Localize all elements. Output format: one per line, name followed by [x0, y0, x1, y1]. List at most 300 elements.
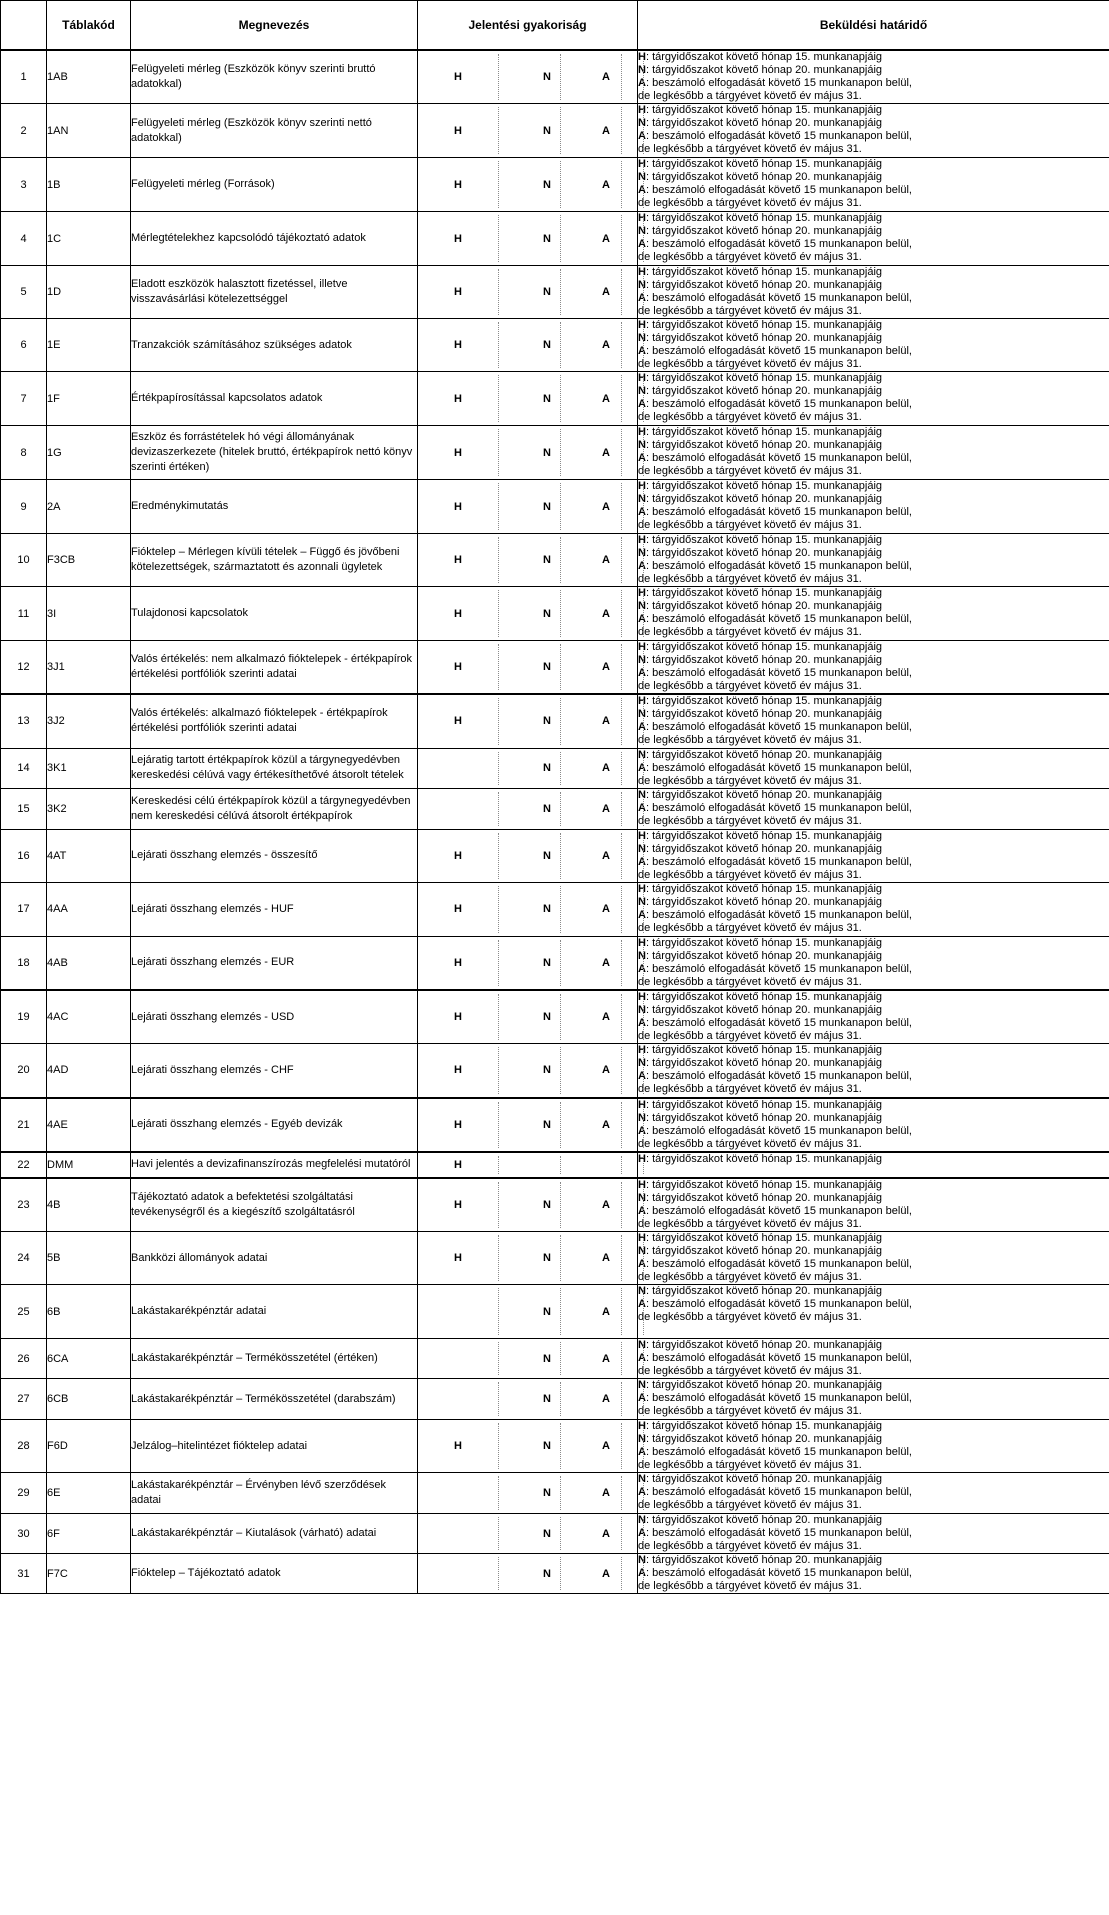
deadline-key: H: [638, 1044, 646, 1056]
row-frequency: [418, 1379, 638, 1420]
deadline-line: A: beszámoló elfogadását követő 15 munkanapon belül,: [638, 560, 912, 572]
deadline-line: H: tárgyidőszakot követő hónap 15. munkanapjáig: [638, 319, 883, 331]
deadline-text: de legkésőbb a tárgyévet követő év május 31.: [638, 1540, 862, 1552]
deadline-key: H: [638, 266, 646, 278]
row-frequency: [418, 1339, 638, 1379]
table-row: [1, 372, 1109, 426]
row-index: 14: [1, 748, 47, 788]
deadline-text: tárgyidőszakot követő hónap 20. munkanapjáig: [652, 842, 883, 855]
deadline-line: [638, 1138, 1109, 1151]
frequency-a: A: [602, 392, 610, 405]
dotted-divider: [643, 698, 644, 745]
frequency-a: A: [602, 554, 610, 566]
deadline-text: tárgyidőszakot követő hónap 20. munkanapjáig: [652, 332, 883, 344]
dotted-divider: [643, 994, 644, 1040]
deadline-key: A: [638, 1392, 646, 1404]
row-index: 23: [1, 1178, 47, 1232]
deadline-key: H: [638, 1232, 646, 1244]
row-frequency: [418, 212, 638, 266]
deadline-line: N: tárgyidőszakot követő hónap 20. munkanapjáig: [638, 332, 883, 344]
deadline-text: tárgyidőszakot követő hónap 15. munkanapjáig: [652, 1178, 883, 1191]
deadline-line: N: tárgyidőszakot követő hónap 20. munkanapjáig: [638, 1245, 883, 1257]
row-frequency: [418, 1285, 638, 1339]
dotted-divider: [498, 54, 499, 100]
deadline-line: N: tárgyidőszakot követő hónap 20. munkanapjáig: [638, 708, 883, 720]
deadline-text: tárgyidőszakot követő hónap 15. munkanapjáig: [652, 1420, 883, 1432]
deadline-line: N: tárgyidőszakot követő hónap 20. munkanapjáig: [638, 1285, 883, 1297]
row-code: 4AD: [47, 1044, 131, 1098]
row-index: 26: [1, 1339, 47, 1379]
dotted-divider: [498, 269, 499, 315]
deadline-text: tárgyidőszakot követő hónap 15. munkanapjáig: [652, 1152, 883, 1165]
row-code: 6B: [47, 1285, 131, 1339]
frequency-n: N: [543, 1064, 551, 1077]
deadline-key: N: [638, 64, 646, 76]
deadline-text: tárgyidőszakot követő hónap 20. munkanapjáig: [652, 600, 883, 612]
deadline-text: de legkésőbb a tárgyévet követő év május 31.: [638, 1499, 862, 1511]
deadline-key: A: [638, 962, 646, 975]
deadline-line: [638, 922, 1109, 935]
deadline-key: A: [638, 1567, 646, 1579]
deadline-text: tárgyidőszakot követő hónap 15. munkanapjáig: [652, 534, 883, 546]
row-code: 1G: [47, 426, 131, 480]
dotted-divider: [643, 1423, 644, 1469]
dotted-divider: [560, 1476, 561, 1510]
deadline-line: N: tárgyidőszakot követő hónap 20. munkanapjáig: [638, 117, 883, 129]
deadline-key: A: [638, 1070, 646, 1082]
dotted-divider: [560, 1557, 561, 1590]
row-deadline: [638, 104, 1109, 158]
deadline-text: de legkésőbb a tárgyévet követő év május 31.: [638, 573, 862, 585]
deadline-line: N: tárgyidőszakot követő hónap 20. munkanapjáig: [638, 842, 883, 855]
deadline-line: [638, 869, 1109, 882]
row-frequency: [418, 1044, 638, 1098]
deadline-key: H: [638, 104, 646, 116]
deadline-key: H: [638, 158, 646, 170]
deadline-line: [638, 143, 1109, 156]
row-name: Lejárati összhang elemzés - Egyéb devizák: [131, 1098, 418, 1152]
deadline-text: tárgyidőszakot követő hónap 20. munkanapjáig: [652, 1339, 883, 1351]
dotted-divider: [643, 215, 644, 262]
table-row: [1, 641, 1109, 695]
frequency-a: A: [602, 956, 610, 969]
row-deadline: [638, 990, 1109, 1044]
deadline-line: N: tárgyidőszakot követő hónap 20. munkanapjáig: [638, 895, 883, 908]
deadline-line: H: tárgyidőszakot követő hónap 15. munkanapjáig: [638, 882, 883, 895]
dotted-divider: [621, 483, 622, 530]
deadline-text: beszámoló elfogadását követő 15 munkanapon belül,: [652, 345, 912, 357]
table-row: [1, 212, 1109, 266]
dotted-divider: [498, 215, 499, 262]
dotted-divider: [621, 886, 622, 933]
deadline-text: beszámoló elfogadását követő 15 munkanapon belül,: [652, 1352, 912, 1364]
dotted-divider: [621, 590, 622, 637]
deadline-key: A: [638, 238, 646, 250]
deadline-key: A: [638, 1017, 646, 1029]
dotted-divider: [643, 940, 644, 987]
dotted-divider: [498, 107, 499, 154]
row-name: Tájékoztató adatok a befektetési szolgáltatási tevékenységről és a kiegészítő szolgáltatásról: [131, 1178, 418, 1232]
deadline-line: A: beszámoló elfogadását követő 15 munkanapon belül,: [638, 345, 912, 357]
deadline-text: beszámoló elfogadását követő 15 munkanapon belül,: [652, 855, 912, 868]
row-index: 16: [1, 829, 47, 882]
deadline-line: [638, 519, 1109, 532]
row-frequency: [418, 1420, 638, 1473]
table-row: [1, 266, 1109, 319]
deadline-text: de legkésőbb a tárgyévet követő év május 31.: [638, 680, 862, 692]
deadline-key: H: [638, 882, 646, 895]
deadline-text: tárgyidőszakot követő hónap 15. munkanapjáig: [652, 104, 883, 116]
deadline-line: N: tárgyidőszakot követő hónap 20. munkanapjáig: [638, 1379, 883, 1391]
dotted-divider: [643, 375, 644, 422]
table-row: [1, 319, 1109, 372]
row-code: DMM: [47, 1152, 131, 1178]
deadline-line: H: tárgyidőszakot követő hónap 15. munkanapjáig: [638, 534, 883, 546]
header-row: [1, 1, 1109, 51]
dotted-divider: [560, 886, 561, 933]
row-frequency: [418, 829, 638, 882]
row-deadline: [638, 1285, 1109, 1339]
deadline-key: H: [638, 319, 646, 331]
deadline-line: N: tárgyidőszakot követő hónap 20. munkanapjáig: [638, 1473, 883, 1485]
deadline-key: N: [638, 1111, 646, 1124]
row-code: 1F: [47, 372, 131, 426]
dotted-divider: [560, 1382, 561, 1416]
frequency-h: H: [454, 1064, 462, 1077]
deadline-key: H: [638, 372, 646, 384]
deadline-line: H: tárgyidőszakot követő hónap 15. munkanapjáig: [638, 641, 883, 653]
deadline-line: [638, 1083, 1109, 1096]
frequency-a: A: [602, 762, 610, 774]
deadline-key: N: [638, 788, 646, 801]
deadline-text: de legkésőbb a tárgyévet követő év május 31.: [638, 975, 862, 988]
deadline-text: tárgyidőszakot követő hónap 15. munkanapjáig: [652, 641, 883, 653]
deadline-key: N: [638, 600, 646, 612]
row-deadline: [638, 829, 1109, 882]
dotted-divider: [498, 1102, 499, 1148]
row-deadline: [638, 1339, 1109, 1379]
row-code: 6F: [47, 1514, 131, 1554]
row-index: 11: [1, 587, 47, 641]
frequency-a: A: [602, 607, 610, 620]
deadline-key: H: [638, 426, 646, 438]
dotted-divider: [498, 483, 499, 530]
dotted-divider: [643, 537, 644, 583]
deadline-key: A: [638, 506, 646, 518]
deadline-key: N: [638, 1057, 646, 1069]
frequency-h: H: [454, 661, 462, 673]
row-deadline: [638, 587, 1109, 641]
row-name: Lakástakarékpénztár – Termékösszetétel (darabszám): [131, 1379, 418, 1420]
row-frequency: [418, 372, 638, 426]
row-code: 3K1: [47, 748, 131, 788]
row-code: 1AB: [47, 50, 131, 104]
table-row: [1, 1473, 1109, 1514]
row-name: Lakástakarékpénztár adatai: [131, 1285, 418, 1339]
dotted-divider: [498, 1557, 499, 1590]
deadline-line: A: beszámoló elfogadását követő 15 munkanapon belül,: [638, 1446, 912, 1458]
row-index: 4: [1, 212, 47, 266]
table-row: [1, 748, 1109, 788]
frequency-a: A: [602, 1352, 610, 1365]
deadline-line: A: beszámoló elfogadását követő 15 munkanapon belül,: [638, 184, 912, 196]
deadline-key: A: [638, 1527, 646, 1539]
deadline-text: tárgyidőszakot követő hónap 15. munkanapjáig: [652, 480, 883, 492]
table-row: [1, 587, 1109, 641]
deadline-key: H: [638, 829, 646, 842]
row-code: F3CB: [47, 534, 131, 587]
deadline-line: A: beszámoló elfogadását követő 15 munkanapon belül,: [638, 398, 912, 410]
dotted-divider: [643, 1476, 644, 1510]
row-frequency: [418, 266, 638, 319]
header-index: [1, 1, 47, 51]
deadline-line: A: beszámoló elfogadását követő 15 munkanapon belül,: [638, 1070, 912, 1082]
deadline-line: A: beszámoló elfogadását követő 15 munkanapon belül,: [638, 667, 912, 679]
dotted-divider: [560, 54, 561, 100]
deadline-line: N: tárgyidőszakot követő hónap 20. munkanapjáig: [638, 1191, 883, 1204]
row-deadline: [638, 1514, 1109, 1554]
dotted-divider: [621, 54, 622, 100]
deadline-text: beszámoló elfogadását követő 15 munkanapon belül,: [652, 761, 912, 774]
frequency-n: N: [543, 1567, 551, 1580]
deadline-key: A: [638, 721, 646, 733]
row-deadline: [638, 1473, 1109, 1514]
header-deadline: Beküldési határidő: [638, 1, 1109, 51]
deadline-text: tárgyidőszakot követő hónap 20. munkanapjáig: [652, 1285, 883, 1297]
deadline-key: N: [638, 279, 646, 291]
deadline-key: A: [638, 1298, 646, 1310]
deadline-line: N: tárgyidőszakot követő hónap 20. munkanapjáig: [638, 654, 883, 666]
row-frequency: [418, 319, 638, 372]
dotted-divider: [643, 322, 644, 368]
row-name: Kereskedési célú értékpapírok közül a tárgynegyedévben nem kereskedési célúvá átsorolt értékpapírok: [131, 788, 418, 829]
frequency-n: N: [543, 661, 551, 673]
deadline-line: [638, 1405, 1109, 1418]
deadline-text: tárgyidőszakot követő hónap 15. munkanapjáig: [652, 936, 883, 949]
row-frequency: [418, 1152, 638, 1178]
dotted-divider: [621, 537, 622, 583]
frequency-a: A: [602, 286, 610, 298]
deadline-text: tárgyidőszakot követő hónap 20. munkanapjáig: [652, 439, 883, 451]
row-code: 6CB: [47, 1379, 131, 1420]
frequency-h: H: [454, 446, 462, 459]
deadline-text: tárgyidőszakot követő hónap 20. munkanapjáig: [652, 1379, 883, 1391]
row-name: Felügyeleti mérleg (Eszközök könyv szerinti nettó adatokkal): [131, 104, 418, 158]
deadline-text: tárgyidőszakot követő hónap 15. munkanapjáig: [652, 319, 883, 331]
deadline-key: A: [638, 908, 646, 921]
deadline-line: H: tárgyidőszakot követő hónap 15. munkanapjáig: [638, 695, 883, 707]
row-frequency: [418, 1178, 638, 1232]
deadline-line: [638, 1499, 1109, 1512]
deadline-text: beszámoló elfogadását követő 15 munkanapon belül,: [652, 908, 912, 921]
row-code: 1B: [47, 158, 131, 212]
frequency-a: A: [602, 849, 610, 862]
frequency-a: A: [602, 1064, 610, 1077]
deadline-line: H: tárgyidőszakot követő hónap 15. munkanapjáig: [638, 480, 883, 492]
row-index: 1: [1, 50, 47, 104]
row-name: Valós értékelés: nem alkalmazó fióktelepek - értékpapírok értékelési portfóliók szerinti adatai: [131, 641, 418, 695]
frequency-n: N: [543, 956, 551, 969]
dotted-divider: [498, 886, 499, 933]
deadline-text: tárgyidőszakot követő hónap 20. munkanapjáig: [652, 225, 883, 237]
row-code: 3I: [47, 587, 131, 641]
row-name: Lejárati összhang elemzés - HUF: [131, 882, 418, 936]
deadline-text: beszámoló elfogadását követő 15 munkanapon belül,: [652, 130, 912, 142]
deadline-line: H: tárgyidőszakot követő hónap 15. munkanapjáig: [638, 1232, 883, 1244]
table-row: [1, 1285, 1109, 1339]
deadline-key: H: [638, 695, 646, 707]
frequency-n: N: [543, 392, 551, 405]
deadline-text: beszámoló elfogadását követő 15 munkanapon belül,: [652, 721, 912, 733]
row-deadline: [638, 788, 1109, 829]
deadline-text: beszámoló elfogadását követő 15 munkanapon belül,: [652, 1527, 912, 1539]
deadline-line: N: tárgyidőszakot követő hónap 20. munkanapjáig: [638, 748, 883, 761]
dotted-divider: [498, 1288, 499, 1335]
deadline-text: tárgyidőszakot követő hónap 15. munkanapjáig: [652, 695, 883, 707]
deadline-text: tárgyidőszakot követő hónap 20. munkanapjáig: [652, 1433, 883, 1445]
row-name: Felügyeleti mérleg (Források): [131, 158, 418, 212]
deadline-line: A: beszámoló elfogadását követő 15 munkanapon belül,: [638, 292, 912, 304]
frequency-a: A: [602, 446, 610, 459]
frequency-n: N: [543, 1252, 551, 1264]
row-frequency: [418, 990, 638, 1044]
frequency-n: N: [543, 1198, 551, 1211]
deadline-key: A: [638, 1258, 646, 1270]
dotted-divider: [498, 644, 499, 690]
row-frequency: [418, 882, 638, 936]
frequency-n: N: [543, 607, 551, 620]
deadline-line: A: beszámoló elfogadását követő 15 munkanapon belül,: [638, 1486, 912, 1498]
deadline-text: tárgyidőszakot követő hónap 20. munkanapjáig: [652, 385, 883, 397]
dotted-divider: [643, 644, 644, 690]
frequency-h: H: [454, 1440, 462, 1452]
deadline-key: H: [638, 1098, 646, 1111]
deadline-key: A: [638, 613, 646, 625]
frequency-h: H: [454, 71, 462, 83]
row-name: Lakástakarékpénztár – Termékösszetétel (értéken): [131, 1339, 418, 1379]
row-index: 10: [1, 534, 47, 587]
row-code: 1D: [47, 266, 131, 319]
row-deadline: [638, 1152, 1109, 1178]
dotted-divider: [643, 752, 644, 785]
dotted-divider: [498, 1476, 499, 1510]
deadline-key: A: [638, 398, 646, 410]
row-index: 17: [1, 882, 47, 936]
deadline-text: beszámoló elfogadását követő 15 munkanapon belül,: [652, 1486, 912, 1498]
deadline-text: tárgyidőszakot követő hónap 15. munkanapjáig: [652, 266, 883, 278]
dotted-divider: [498, 833, 499, 879]
frequency-n: N: [543, 286, 551, 298]
deadline-text: de legkésőbb a tárgyévet követő év május 31.: [638, 1580, 862, 1592]
deadline-line: H: tárgyidőszakot követő hónap 15. munkanapjáig: [638, 587, 883, 599]
deadline-key: A: [638, 855, 646, 868]
deadline-text: de legkésőbb a tárgyévet követő év május 31.: [638, 814, 862, 827]
row-deadline: [638, 372, 1109, 426]
dotted-divider: [498, 1423, 499, 1469]
row-index: 15: [1, 788, 47, 829]
row-frequency: [418, 1554, 638, 1594]
deadline-text: tárgyidőszakot követő hónap 15. munkanapjáig: [652, 882, 883, 895]
row-name: Lejárati összhang elemzés - CHF: [131, 1044, 418, 1098]
dotted-divider: [643, 1342, 644, 1375]
dotted-divider: [498, 752, 499, 785]
frequency-a: A: [602, 1440, 610, 1452]
deadline-line: A: beszámoló elfogadását követő 15 munkanapon belül,: [638, 77, 912, 89]
dotted-divider: [560, 215, 561, 262]
row-code: 4AT: [47, 829, 131, 882]
row-name: Havi jelentés a devizafinanszírozás megfelelési mutatóról: [131, 1152, 418, 1178]
row-index: 22: [1, 1152, 47, 1178]
dotted-divider: [560, 1182, 561, 1229]
frequency-h: H: [454, 554, 462, 566]
frequency-h: H: [454, 232, 462, 245]
deadline-key: A: [638, 560, 646, 572]
dotted-divider: [560, 322, 561, 368]
deadline-key: N: [638, 117, 646, 129]
deadline-key: A: [638, 184, 646, 196]
deadline-key: H: [638, 587, 646, 599]
row-code: 6CA: [47, 1339, 131, 1379]
deadline-text: de legkésőbb a tárgyévet követő év május 31.: [638, 1137, 862, 1150]
dotted-divider: [498, 1342, 499, 1375]
deadline-line: A: beszámoló elfogadását követő 15 munkanapon belül,: [638, 1392, 912, 1404]
dotted-divider: [621, 1342, 622, 1375]
deadline-key: N: [638, 439, 646, 451]
deadline-text: tárgyidőszakot követő hónap 15. munkanapjáig: [652, 1232, 883, 1244]
deadline-text: tárgyidőszakot követő hónap 15. munkanapjáig: [652, 212, 883, 224]
deadline-text: tárgyidőszakot követő hónap 20. munkanapjáig: [652, 895, 883, 908]
deadline-key: N: [638, 1433, 646, 1445]
dotted-divider: [643, 483, 644, 530]
dotted-divider: [498, 1182, 499, 1229]
deadline-text: tárgyidőszakot követő hónap 20. munkanapjáig: [652, 748, 883, 761]
frequency-h: H: [454, 392, 462, 405]
frequency-a: A: [602, 124, 610, 137]
dotted-divider: [621, 698, 622, 745]
row-deadline: [638, 480, 1109, 534]
dotted-divider: [621, 940, 622, 987]
frequency-a: A: [602, 903, 610, 915]
deadline-line: [638, 358, 1109, 371]
deadline-text: beszámoló elfogadását követő 15 munkanapon belül,: [652, 1204, 912, 1217]
deadline-text: de legkésőbb a tárgyévet követő év május 31.: [638, 465, 862, 477]
deadline-key: H: [638, 936, 646, 949]
dotted-divider: [560, 483, 561, 530]
deadline-text: de legkésőbb a tárgyévet követő év május 31.: [638, 358, 862, 370]
dotted-divider: [560, 1047, 561, 1094]
deadline-key: H: [638, 51, 646, 63]
row-deadline: [638, 882, 1109, 936]
row-frequency: [418, 50, 638, 104]
dotted-divider: [621, 1517, 622, 1550]
row-code: 3K2: [47, 788, 131, 829]
frequency-h: H: [454, 607, 462, 620]
deadline-key: N: [638, 171, 646, 183]
row-code: 1AN: [47, 104, 131, 158]
dotted-divider: [621, 833, 622, 879]
row-name: Lejárati összhang elemzés - USD: [131, 990, 418, 1044]
deadline-line: [638, 815, 1109, 828]
table-row: [1, 426, 1109, 480]
frequency-h: H: [454, 715, 462, 728]
frequency-n: N: [543, 715, 551, 728]
row-index: 6: [1, 319, 47, 372]
deadline-line: A: beszámoló elfogadását követő 15 munkanapon belül,: [638, 1567, 912, 1579]
deadline-text: tárgyidőszakot követő hónap 20. munkanapjáig: [652, 1514, 883, 1526]
deadline-line: N: tárgyidőszakot követő hónap 20. munkanapjáig: [638, 600, 883, 612]
deadline-line: H: tárgyidőszakot követő hónap 15. munkanapjáig: [638, 1152, 883, 1165]
row-name: Fióktelep – Mérlegen kívüli tételek – Függő és jövőbeni kötelezettségek, származtatott és azonnali ügyletek: [131, 534, 418, 587]
